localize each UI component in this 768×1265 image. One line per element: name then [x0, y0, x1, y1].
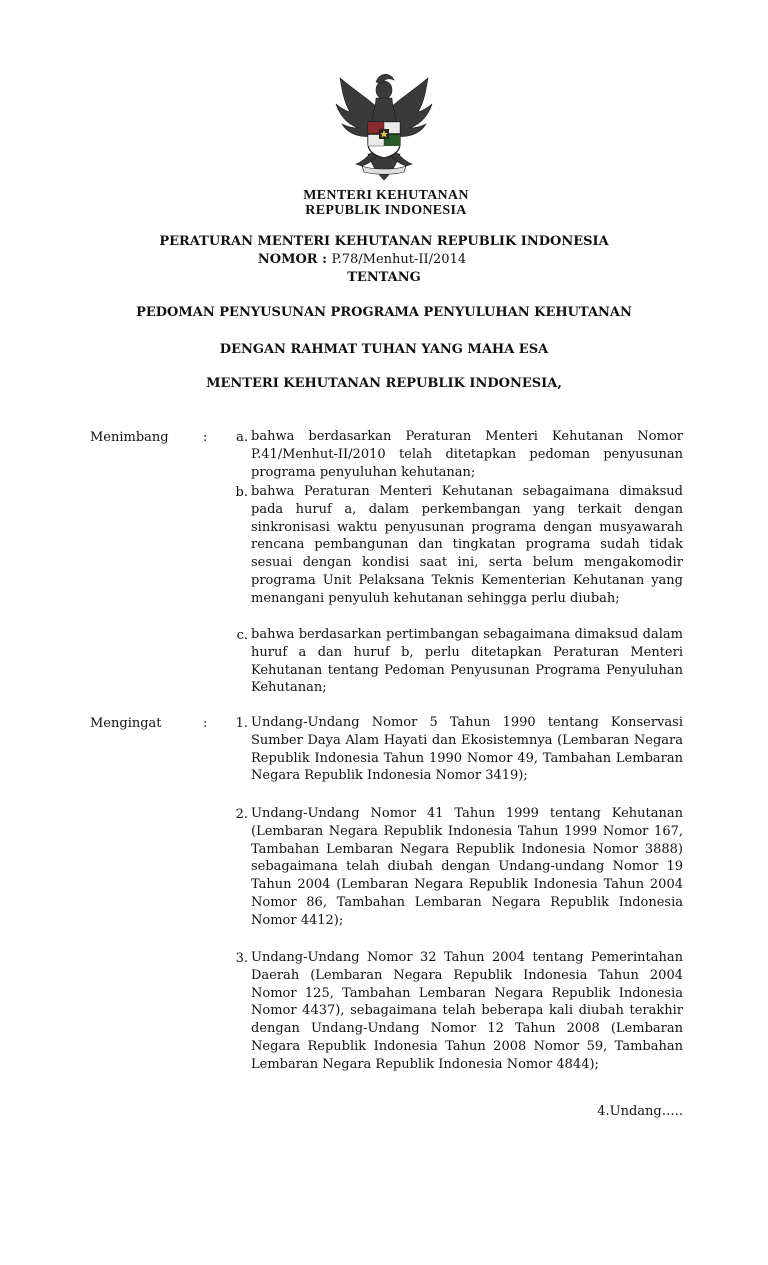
mengingat-item-2: Undang-Undang Nomor 41 Tahun 1999 tentang Kehutanan (Lembaran Negara Republik Indonesia Tahun 1999 Nomor 167, Tambahan Lembaran Negara Republik Indonesia Nomor 3888) sebagaimana telah diubah dengan Undang-undang Nomor 19 Tahun 2004 (Lembaran Negara Republik Indonesia Tahun 2004 Nomor 86, Tambahan Lembaran Negara Republik Indonesia Nomor 4412);: [251, 806, 683, 928]
menimbang-item-c: bahwa berdasarkan pertimbangan sebagaimana dimaksud dalam huruf a dan huruf b, perlu ditetapkan Peraturan Menteri Kehutanan tentang Pedoman Penyusunan Programa Penyuluhan Kehutanan;: [251, 627, 683, 696]
regulation-subject: PEDOMAN PENYUSUNAN PROGRAMA PENYULUHAN KEHUTANAN: [136, 305, 632, 320]
mengingat-label: Mengingat: [90, 716, 162, 731]
mengingat-item-3: Undang-Undang Nomor 32 Tahun 2004 tentang Pemerintahan Daerah (Lembaran Negara Republik Indonesia Tahun 2004 Nomor 125, Tambahan Lembaran Negara Republik Indonesia Nomor 4437), sebagaimana telah beberapa kali diubah terakhir dengan Undang-Undang Nomor 12 Tahun 2008 (Lembaran Negara Republik Indonesia Tahun 2008 Nomor 59, Tambahan Lembaran Negara Republik Indonesia Nomor 4844);: [251, 950, 683, 1072]
regulation-number: [0, 252, 746, 267]
mengingat-marker-2: 2.: [235, 807, 248, 822]
garuda-pancasila-emblem-icon: [332, 70, 436, 186]
mengingat-marker-3: 3.: [235, 951, 248, 966]
menteri-heading: MENTERI KEHUTANAN REPUBLIK INDONESIA,: [206, 376, 562, 391]
mengingat-marker-1: 1.: [235, 716, 248, 731]
rahmat-heading: DENGAN RAHMAT TUHAN YANG MAHA ESA: [219, 342, 549, 357]
menimbang-item-b: bahwa Peraturan Menteri Kehutanan sebagaimana dimaksud pada huruf a, dalam perkembangan yang terkait dengan sinkronisasi waktu penyusunan programa dengan musyawarah rencana pembangunan dan tingkatan programa sudah tidak sesuai dengan kondisi saat ini, serta belum mengakomodir programa Unit Pelaksana Teknis Kementerian Kehutanan yang menangani penyuluh kehutanan sehingga perlu diubah;: [251, 484, 683, 606]
mengingat-colon: :: [203, 716, 208, 731]
menimbang-marker-a: a.: [236, 430, 248, 445]
menimbang-item-a: bahwa berdasarkan Peraturan Menteri Kehutanan Nomor P.41/Menhut-II/2010 telah ditetapkan pedoman penyusunan programa penyuluhan kehutanan;: [251, 429, 683, 480]
mengingat-item-1: Undang-Undang Nomor 5 Tahun 1990 tentang Konservasi Sumber Daya Alam Hayati dan Ekosistemnya (Lembaran Negara Republik Indonesia Tahun 1990 Nomor 49, Tambahan Lembaran Negara Republik Indonesia Nomor 3419);: [251, 715, 683, 784]
regulation-title: PERATURAN MENTERI KEHUTANAN REPUBLIK INDONESIA: [159, 234, 609, 249]
letterhead-line-2: REPUBLIK INDONESIA: [305, 203, 467, 218]
menimbang-label: Menimbang: [90, 430, 169, 445]
menimbang-marker-c: c.: [236, 628, 248, 643]
nomor-value: P.78/Menhut-II/2014: [331, 252, 467, 267]
page-continuation: 4.Undang…..: [597, 1104, 683, 1119]
tentang-heading: TENTANG: [347, 270, 421, 285]
menimbang-marker-b: b.: [235, 485, 248, 500]
nomor-label: NOMOR :: [257, 252, 327, 267]
letterhead-line-1: MENTERI KEHUTANAN: [303, 188, 469, 203]
menimbang-colon: :: [203, 430, 208, 445]
